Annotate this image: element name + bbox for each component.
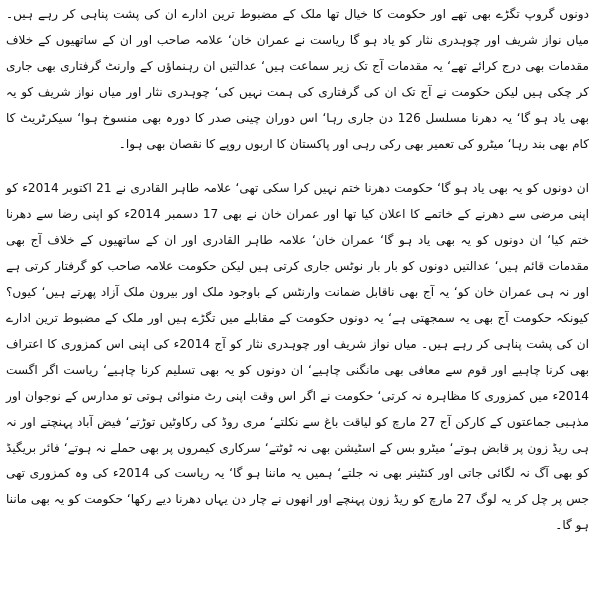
article-paragraph-1: دونوں گروپ تگڑے بھی تھے اور حکومت کا خیال تھا ملک کے مضبوط ترین ادارے ان کی پشت پناہی کر رہے ہیں۔ میاں نواز شریف اور چوہدری نثار کو یاد ہو گا ریاست نے عمران خان‘ علامہ صاحب اور ان کے ساتھیوں کے خلاف مقدمات بھی درج کرائے تھے‘ یہ مقدمات آج تک زیر سماعت ہیں‘ عدالتیں ان رہنماؤں کے وارنٹ گرفتاری بھی جاری کر چکی ہیں لیکن حکومت نے آج تک ان کی گرفتاری کی ہمت نہیں کی‘ چوہدری نثار اور میاں نواز شریف کو یہ بھی یاد ہو گا‘ یہ دھرنا مسلسل 126 دن جاری رہا‘ اس دوران چینی صدر کا دورہ بھی منسوخ ہوا‘ سیکرٹریٹ کا کام بھی بند رہا‘ میٹرو کی تعمیر بھی رکی رہی اور پاکستان کا اربوں روپے کا نقصان بھی ہوا۔ <box>6 7 589 151</box>
article-paragraph-2: ان دونوں کو یہ بھی یاد ہو گا‘ حکومت دھرنا ختم نہیں کرا سکی تھی‘ علامہ طاہر القادری نے 21 اکتوبر 2014ء کو اپنی مرضی سے دھرنے کے خاتمے کا اعلان کیا تھا اور عمران خان نے بھی 17 دسمبر 2014ء کو اپنی رضا سے دھرنا ختم کیا‘ ان دونوں کو یہ بھی یاد ہو گا‘ عمران خان‘ علامہ طاہر القادری اور ان کے ساتھیوں کے خلاف آج بھی مقدمات قائم ہیں‘ عدالتیں دونوں کو بار بار نوٹس جاری کرتی ہیں لیکن حکومت علامہ صاحب کو گرفتار کرتی ہے اور نہ ہی عمران خان کو‘ یہ آج بھی ناقابل ضمانت وارنٹس کے باوجود ملک اور بیرون ملک آزاد پھرتے ہیں‘ کیوں؟ کیونکہ حکومت آج بھی یہ سمجھتی ہے‘ یہ دونوں حکومت کے مقابلے میں تگڑے ہیں اور ملک کے مضبوط ترین ادارے ان کی پشت پناہی کر رہے ہیں۔ میاں نواز شریف اور چوہدری نثار کو آج 2014ء کی اپنی اس کمزوری کا اعتراف بھی کرنا چاہیے اور قوم سے معافی بھی مانگنی چاہیے‘ ان دونوں کو یہ بھی تسلیم کرنا چاہیے‘ ریاست اگر اگست 2014ء میں کمزوری کا مظاہرہ نہ کرتی‘ حکومت نے اگر اس وقت اپنی رٹ منوائی ہوتی تو مدارس کے نوجوان اور مذہبی جماعتوں کے کارکن آج 27 مارچ کو لیاقت باغ سے نکلتے‘ مری روڈ کی رکاوٹیں توڑتے‘ فیض آباد پہنچتے اور نہ ہی ریڈ زون پر قابض ہوتے‘ میٹرو بس کے اسٹیشن بھی نہ ٹوٹتے‘ سرکاری کیمروں پر بھی حملے نہ ہوتے‘ فائر بریگیڈ کو بھی آگ نہ لگائی جاتی اور کنٹینر بھی نہ جلتے‘ ہمیں یہ ماننا ہو گا‘ یہ ریاست کی 2014ء کی وہ کمزوری تھی جس پر چل کر یہ لوگ 27 مارچ کو ریڈ زون پہنچے اور انھوں نے چار دن یہاں دھرنا دیے رکھا‘ حکومت کو یہ بھی ماننا ہو گا۔ <box>6 181 589 533</box>
article-body <box>6 2 589 539</box>
